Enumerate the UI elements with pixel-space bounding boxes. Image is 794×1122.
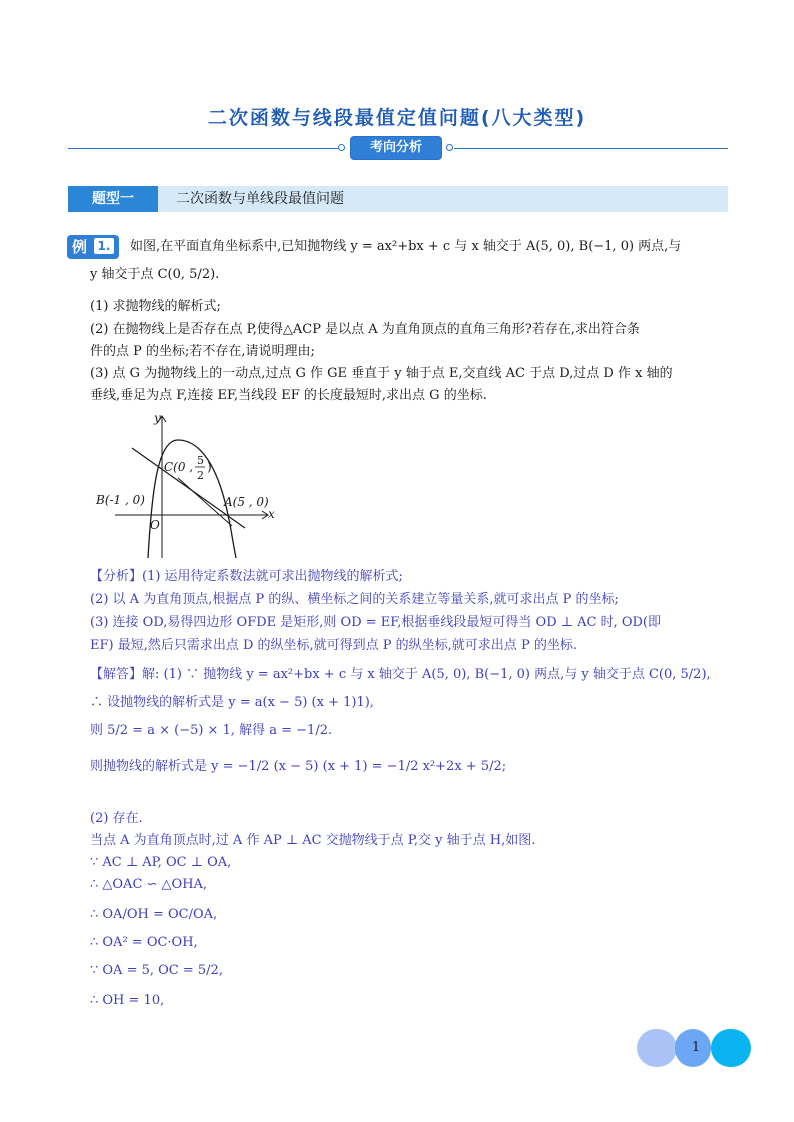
answer-line: ∴ 设抛物线的解析式是 y = a(x − 5) (x + 1)1),	[90, 695, 374, 710]
point-c-label: C(0 ,	[164, 460, 194, 474]
point-c-close: )	[207, 460, 212, 474]
type-section-bar	[68, 186, 728, 212]
question-line: (2) 在抛物线上是否存在点 P,使得△ACP 是以点 A 为直角顶点的直角三角形?若存在,求出符合条	[90, 322, 640, 337]
parabola-curve	[148, 440, 236, 558]
answer-line: ∴ OH = 10,	[90, 993, 165, 1008]
header-rule-dot-left	[338, 144, 345, 151]
point-c-denominator: 2	[197, 469, 204, 482]
x-axis-label: x	[268, 507, 275, 521]
point-c-numerator: 5	[197, 454, 204, 467]
example-badge-number: 1.	[94, 238, 114, 254]
question-line: 垂线,垂足为点 F,连接 EF,当线段 EF 的长度最短时,求出点 G 的坐标.	[90, 388, 487, 403]
page-title: 二次函数与线段最值定值问题(八大类型)	[207, 107, 587, 129]
question-line: (3) 点 G 为抛物线上的一动点,过点 G 作 GE 垂直于 y 轴于点 E,交直线 AC 于点 D,过点 D 作 x 轴的	[90, 366, 673, 381]
answer-line: ∴ △OAC ∽ △OHA,	[90, 877, 208, 892]
answer-line: 则抛物线的解析式是 y = −1/2 (x − 5) (x + 1) = −1/2 x²+2x + 5/2;	[90, 759, 507, 774]
page-number-pill-left	[637, 1029, 677, 1067]
parabola-figure	[90, 408, 290, 568]
analysis-line: (2) 以 A 为直角顶点,根据点 P 的纵、横坐标之间的关系建立等量关系,就可求出点 P 的坐标;	[90, 592, 619, 607]
answer-line: (2) 存在.	[90, 811, 143, 826]
answer-line: 【解答】解: (1) ∵ 抛物线 y = ax²+bx + c 与 x 轴交于 A(5, 0), B(−1, 0) 两点,与 y 轴交于点 C(0, 5/2),	[90, 667, 711, 682]
question-line: 如图,在平面直角坐标系中,已知抛物线 y = ax²+bx + c 与 x 轴交于 A(5, 0), B(−1, 0) 两点,与	[130, 239, 682, 254]
type-title: 二次函数与单线段最值问题	[176, 191, 344, 207]
header-rule-dot-right	[446, 144, 453, 151]
example-badge-word: 例	[72, 238, 88, 256]
type-tag: 题型一	[68, 186, 158, 212]
question-line: y 轴交于点 C(0, 5/2).	[90, 267, 220, 282]
page-number: 1	[691, 1040, 701, 1055]
analysis-line: (3) 连接 OD,易得四边形 OFDE 是矩形,则 OD = EF,根据垂线段最短可得当 OD ⊥ AC 时, OD(即	[90, 615, 661, 630]
y-axis-label: y	[154, 411, 161, 425]
analysis-line: 【分析】(1) 运用待定系数法就可求出抛物线的解析式;	[90, 569, 403, 584]
answer-line: 当点 A 为直角顶点时,过 A 作 AP ⊥ AC 交抛物线于点 P,交 y 轴于点 H,如图.	[90, 833, 536, 848]
question-line: (1) 求抛物线的解析式;	[90, 299, 221, 314]
header-rule-right	[454, 148, 728, 149]
header-rule-left	[68, 148, 338, 149]
origin-label: O	[150, 518, 160, 532]
example-badge	[67, 235, 119, 259]
answer-line: ∵ OA = 5, OC = 5/2,	[90, 963, 223, 978]
answer-line: ∴ OA² = OC·OH,	[90, 935, 198, 950]
point-a-label: A(5 , 0)	[224, 495, 269, 509]
answer-line: ∴ OA/OH = OC/OA,	[90, 907, 218, 922]
page-number-pill-right	[711, 1029, 751, 1067]
answer-line: ∵ AC ⊥ AP, OC ⊥ OA,	[90, 855, 232, 870]
question-line: 件的点 P 的坐标;若不存在,请说明理由;	[90, 344, 315, 359]
answer-line: 则 5/2 = a × (−5) × 1, 解得 a = −1/2.	[90, 723, 333, 738]
analysis-line: EF) 最短,然后只需求出点 D 的纵坐标,就可得到点 P 的纵坐标,就可求出点 P 的坐标.	[90, 638, 577, 653]
point-b-label: B(-1 , 0)	[96, 493, 145, 507]
section-subtitle-badge: 考向分析	[350, 136, 442, 160]
